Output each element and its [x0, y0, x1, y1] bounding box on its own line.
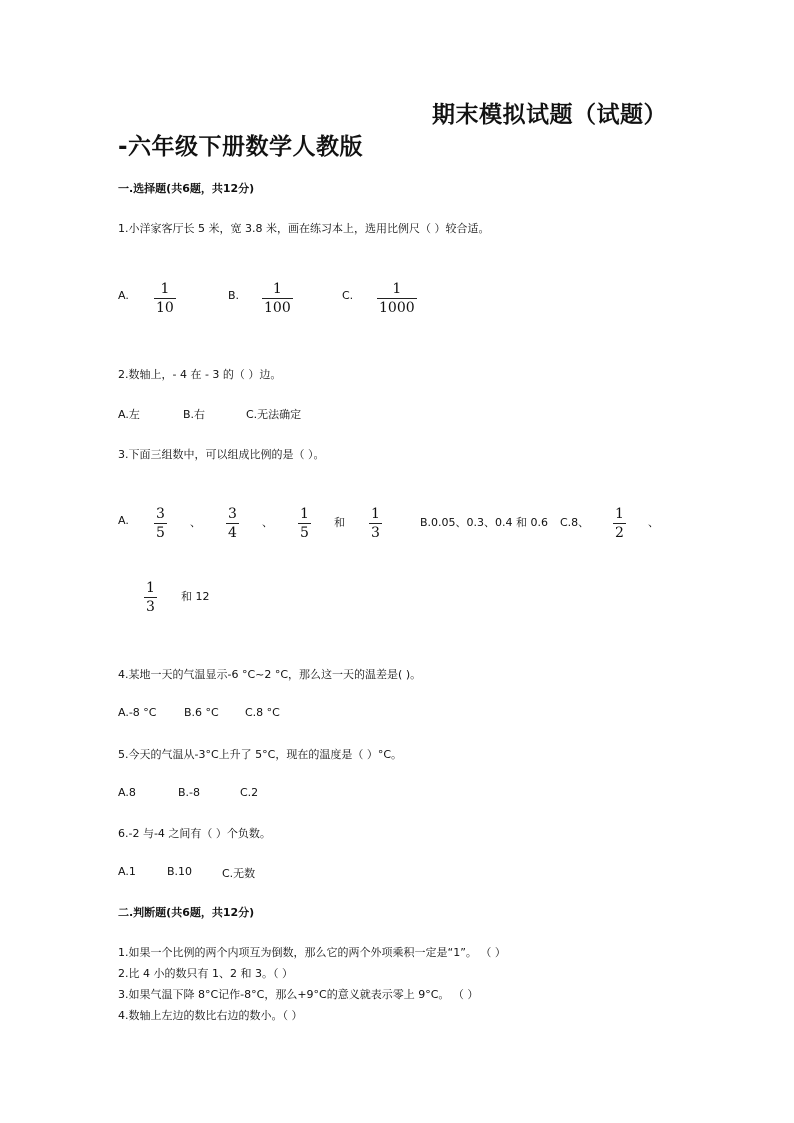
q2-option-c: C.无法确定 [246, 408, 302, 421]
q6-option-b: B.10 [167, 865, 193, 878]
q1-option-b-label: B. [228, 289, 240, 302]
fraction-denominator: 10 [156, 300, 174, 316]
q4-option-c: C.8 °C [245, 706, 280, 719]
fraction-numerator: 3 [156, 506, 165, 522]
fraction-denominator: 2 [615, 525, 624, 541]
fraction-denominator: 3 [371, 525, 380, 541]
fraction-numerator: 1 [146, 580, 155, 596]
q3-and-text: 和 [334, 516, 345, 529]
q1-option-c-fraction [377, 282, 417, 315]
q3-option-c-label: C.8、 [560, 516, 590, 529]
q3-a-fraction-1 [154, 507, 167, 540]
question-2: 2.数轴上，- 4 在 - 3 的（ ）边。 [118, 368, 282, 381]
q3-separator-1: 、 [190, 516, 201, 529]
q6-option-a: A.1 [118, 865, 136, 878]
q3-a-fraction-4 [369, 507, 382, 540]
q5-option-b: B.-8 [178, 786, 201, 799]
q3-c-fraction-1 [613, 507, 626, 540]
fraction-denominator: 5 [300, 525, 309, 541]
question-3: 3.下面三组数中，可以组成比例的是（ ）。 [118, 448, 325, 461]
question-1: 1.小洋家客厅长 5 米，宽 3.8 米，画在练习本上，选用比例尺（ ）较合适。 [118, 222, 490, 235]
fraction-numerator: 1 [160, 281, 170, 297]
q3-c-tail: 和 12 [181, 590, 210, 603]
q3-a-fraction-2 [226, 507, 239, 540]
q2-option-b: B.右 [183, 408, 206, 421]
fraction-numerator: 1 [300, 506, 309, 522]
q5-option-c: C.2 [240, 786, 259, 799]
q5-option-a: A.8 [118, 786, 136, 799]
q1-option-a-fraction [154, 282, 176, 315]
q3-option-a-label: A. [118, 514, 129, 527]
fraction-denominator: 1000 [379, 300, 415, 316]
q3-separator-2: 、 [262, 516, 273, 529]
judge-item: 4.数轴上左边的数比右边的数小。（ ） [118, 1009, 303, 1022]
fraction-denominator: 4 [228, 525, 237, 541]
q1-option-a-label: A. [118, 289, 129, 302]
q3-separator-3: 、 [648, 516, 659, 529]
question-5: 5.今天的气温从-3°C上升了 5°C，现在的温度是（ ）°C。 [118, 748, 402, 761]
q3-c-fraction-2 [144, 581, 157, 614]
fraction-denominator: 3 [146, 599, 155, 615]
section-header-judge: 二.判断题(共6题，共12分) [118, 906, 255, 919]
judge-item: 2.比 4 小的数只有 1、2 和 3。（ ） [118, 967, 293, 980]
q3-a-fraction-3 [298, 507, 311, 540]
question-6: 6.-2 与-4 之间有（ ）个负数。 [118, 827, 271, 840]
q2-option-a: A.左 [118, 408, 140, 421]
fraction-numerator: 3 [228, 506, 237, 522]
q4-option-b: B.6 °C [184, 706, 219, 719]
fraction-numerator: 1 [371, 506, 380, 522]
fraction-numerator: 1 [272, 281, 282, 297]
page-title: 期末模拟试题（试题） [432, 102, 667, 128]
q3-option-b: B.0.05、0.3、0.4 和 0.6 [420, 516, 549, 529]
fraction-numerator: 1 [392, 281, 402, 297]
fraction-denominator: 5 [156, 525, 165, 541]
q6-option-c: C.无数 [222, 867, 256, 880]
judge-item: 3.如果气温下降 8°C记作-8°C，那么+9°C的意义就表示零上 9°C。 （ ） [118, 988, 479, 1001]
fraction-numerator: 1 [615, 506, 624, 522]
q1-option-b-fraction [262, 282, 293, 315]
section-header-choice: 一.选择题(共6题，共12分) [118, 182, 255, 195]
judge-item: 1.如果一个比例的两个内项互为倒数，那么它的两个外项乘积一定是“1”。 （ ） [118, 946, 506, 959]
q1-option-c-label: C. [342, 289, 354, 302]
q4-option-a: A.-8 °C [118, 706, 157, 719]
fraction-denominator: 100 [264, 300, 291, 316]
page-subtitle: -六年级下册数学人教版 [118, 134, 364, 160]
question-4: 4.某地一天的气温显示-6 °C~2 °C，那么这一天的温差是( )。 [118, 668, 422, 681]
